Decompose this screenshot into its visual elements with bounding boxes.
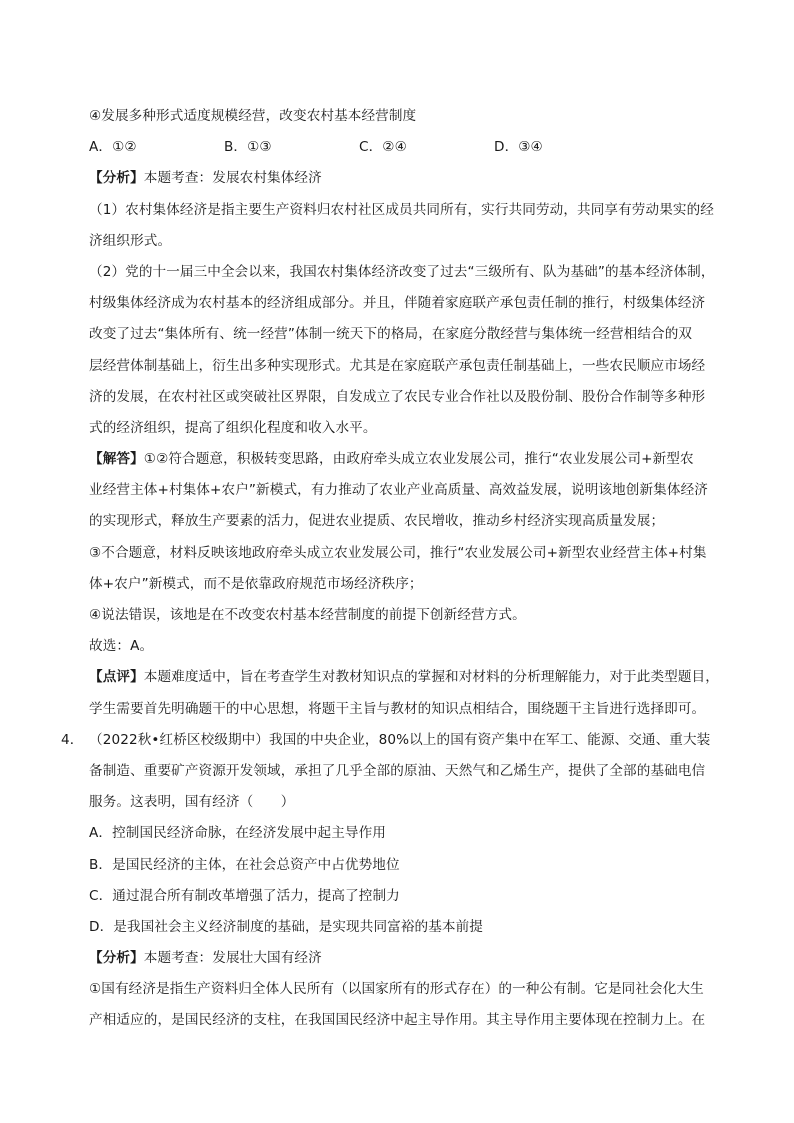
analysis-title: 本题考查：发展农村集体经济 [143,170,322,187]
q3-option-d[interactable]: D．③④ [494,139,543,156]
q3-answer-line-5: 体+农户”新模式，而不是依靠政府规范市场经济秩序； [89,575,423,592]
comment-tag: 【点评】 [89,669,144,686]
q4-option-c[interactable]: C．通过混合所有制改革增强了活力，提高了控制力 [89,887,400,904]
q3-answer-line-7: 故选：A。 [89,638,154,655]
q3-comment-line-1 [89,662,729,693]
q4-option-a[interactable]: A．控制国民经济命脉，在经济发展中起主导作用 [89,825,386,842]
answer-text: ①②符合题意，积极转变思路，由政府牵头成立农业发展公司，推行“农业发展公司+新型农 [143,451,694,468]
q4-analysis-title: 本题考查：发展壮大国有经济 [143,950,322,967]
q3-analysis-p2-line-3: 改变了过去“集体所有、统一经营”体制一统天下的格局，在家庭分散经营与集体统一经营相结合的双 [89,326,693,343]
q4-analysis-tag: 【分析】 [89,950,144,967]
q4-analysis-line-1: ①国有经济是指生产资料归全体人民所有（以国家所有的形式存在）的一种公有制。它是同社会化大生 [89,981,704,998]
q3-analysis-p1-line-1: （1）农村集体经济是指主要生产资料归农村社区成员共同所有，实行共同劳动，共同享有劳动果实的经 [89,201,714,218]
q3-comment-line-2: 学生需要首先明确题干的中心思想，将题干主旨与教材的知识点相结合，围绕题干主旨进行选择即可。 [89,700,706,717]
q4-analysis-line-2: 产相适应的，是国民经济的支柱，在我国国民经济中起主导作用。其主导作用主要体现在控制力上。在 [89,1012,706,1029]
page-content [61,101,729,1037]
q4-option-b[interactable]: B．是国民经济的主体，在社会总资产中占优势地位 [89,856,400,873]
statement-4: ④发展多种形式适度规模经营，改变农村基本经营制度 [89,108,417,124]
q3-answer-line-4: ③不合题意，材料反映该地政府牵头成立农业发展公司，推行“农业发展公司+新型农业经营主体+村集 [89,544,707,561]
q3-answer-line-3: 的实现形式，释放生产要素的活力，促进农业提质、农民增收，推动乡村经济实现高质量发展； [89,513,665,530]
q4-option-d[interactable]: D．是我国社会主义经济制度的基础，是实现共同富裕的基本前提 [89,918,483,935]
q4-stem-line-3: 服务。这表明，国有经济（ ） [89,794,295,811]
q3-analysis-p2-line-4: 层经营体制基础上，衍生出多种实现形式。尤其是在家庭联产承包责任制基础上，一些农民顺应市场经 [89,357,706,374]
q3-analysis-p2-line-6: 式的经济组织，提高了组织化程度和收入水平。 [89,419,377,436]
q3-answer-line-1 [89,444,729,475]
q3-answer-line-6: ④说法错误，该地是在不改变农村基本经营制度的前提下创新经营方式。 [89,607,526,623]
q3-analysis-p1-line-2: 济组织形式。 [89,232,172,249]
q3-option-a[interactable]: A．①② [89,139,137,156]
q3-option-b[interactable]: B．①③ [224,139,272,156]
q3-options [89,132,729,163]
q3-analysis-p2-line-1: （2）党的十一届三中全会以来，我国农村集体经济改变了过去“三级所有、队为基础”的基本经济体制， [89,263,715,280]
comment-text: 本题难度适中，旨在考查学生对教材知识点的掌握和对材料的分析理解能力，对于此类型题目， [143,669,719,686]
q3-analysis-p2-line-5: 济的发展，在农村社区或突破社区界限，自发成立了农民专业合作社以及股份制、股份合作制等多种形 [89,388,706,405]
q4-number: 4． [61,731,84,748]
q3-analysis-heading [89,163,729,194]
q4-stem-line-2: 备制造、重要矿产资源开发领域，承担了几乎全部的原油、天然气和乙烯生产，提供了全部的基础电信 [89,762,706,779]
answer-tag: 【解答】 [89,451,144,468]
analysis-tag: 【分析】 [89,170,144,187]
q4-stem-text: （2022秋•红桥区校级期中）我国的中央企业，80%以上的国有资产集中在军工、能源、交通、重大装 [89,731,711,748]
q3-option-c[interactable]: C．②④ [359,139,407,156]
q4-stem-line-1 [61,725,729,756]
q3-answer-line-2: 业经营主体+村集体+农户”新模式，有力推动了农业产业高质量、高效益发展，说明该地创新集体经济 [89,482,708,499]
q3-analysis-p2-line-2: 村级集体经济成为农村基本的经济组成部分。并且，伴随着家庭联产承包责任制的推行，村级集体经济 [89,295,706,312]
q4-analysis-heading [89,943,729,974]
